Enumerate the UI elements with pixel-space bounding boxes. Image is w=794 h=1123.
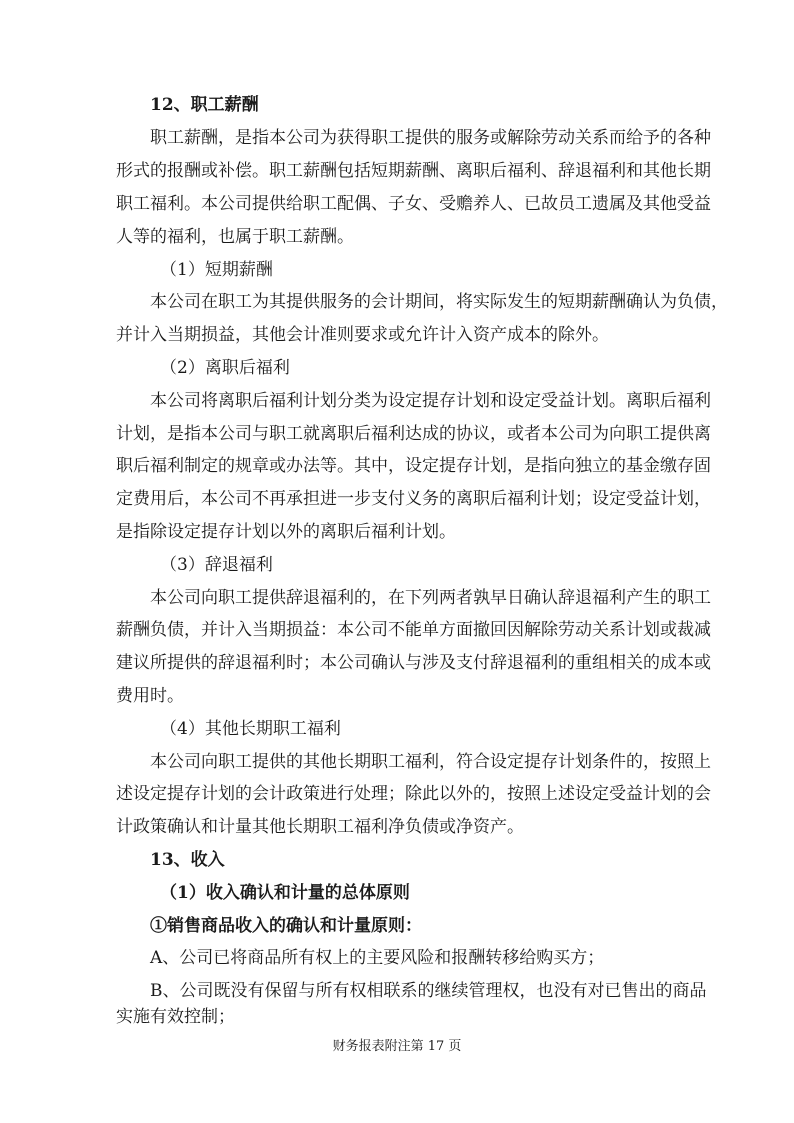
subheading-termination-benefits: （3）辞退福利 — [160, 555, 273, 575]
list-item-b: B、公司既没有保留与所有权相联系的继续管理权，也没有对已售出的商品 — [150, 981, 707, 1001]
subheading-other-long-term-benefits: （4）其他长期职工福利 — [160, 719, 341, 739]
section-heading-revenue: 13、收入 — [150, 850, 225, 870]
subheading-post-employment-benefits: （2）离职后福利 — [160, 358, 290, 378]
paragraph-line: 薪酬负债，并计入当期损益：本公司不能单方面撤回因解除劳动关系计划或裁减 — [116, 620, 711, 640]
paragraph-line: 述设定提存计划的会计政策进行处理；除此以外的，按照上述设定受益计划的会 — [116, 784, 711, 804]
page-footer: 财务报表附注第 17 页 — [332, 1039, 462, 1054]
paragraph-line: 职后福利制定的规章或办法等。其中，设定提存计划，是指向独立的基金缴存固 — [116, 456, 711, 476]
paragraph-line: 职工福利。本公司提供给职工配偶、子女、受赡养人、已故员工遗属及其他受益 — [116, 194, 711, 214]
paragraph-line: 是指除设定提存计划以外的离职后福利计划。 — [116, 522, 456, 542]
paragraph-line: 建议所提供的辞退福利时；本公司确认与涉及支付辞退福利的重组相关的成本或 — [116, 653, 711, 673]
subheading-sales-revenue-principles: ①销售商品收入的确认和计量原则： — [150, 916, 422, 936]
paragraph-line: 实施有效控制； — [116, 1007, 235, 1027]
paragraph-line: 本公司向职工提供辞退福利的，在下列两者孰早日确认辞退福利产生的职工 — [150, 588, 711, 608]
paragraph-line: 本公司将离职后福利计划分类为设定提存计划和设定受益计划。离职后福利 — [150, 391, 711, 411]
paragraph-line: 计划，是指本公司与职工就离职后福利达成的协议，或者本公司为向职工提供离 — [116, 424, 711, 444]
paragraph-line: 本公司在职工为其提供服务的会计期间，将实际发生的短期薪酬确认为负债， — [150, 292, 728, 312]
paragraph-line: 并计入当期损益，其他会计准则要求或允许计入资产成本的除外。 — [116, 325, 609, 345]
paragraph-line: 职工薪酬，是指本公司为获得职工提供的服务或解除劳动关系而给予的各种 — [150, 128, 711, 148]
paragraph-line: 费用时。 — [116, 686, 184, 706]
paragraph-line: 本公司向职工提供的其他长期职工福利，符合设定提存计划条件的，按照上 — [150, 752, 711, 772]
subheading-revenue-principles: （1）收入确认和计量的总体原则 — [160, 883, 410, 903]
paragraph-line: 定费用后，本公司不再承担进一步支付义务的离职后福利计划；设定受益计划， — [116, 489, 711, 509]
paragraph-line: 人等的福利，也属于职工薪酬。 — [116, 227, 354, 247]
paragraph-line: 计政策确认和计量其他长期职工福利净负债或净资产。 — [116, 817, 524, 837]
list-item-a: A、公司已将商品所有权上的主要风险和报酬转移给购买方； — [150, 948, 605, 968]
subheading-short-term-compensation: （1）短期薪酬 — [160, 260, 273, 280]
paragraph-line: 形式的报酬或补偿。职工薪酬包括短期薪酬、离职后福利、辞退福利和其他长期 — [116, 161, 711, 181]
section-heading-employee-compensation: 12、职工薪酬 — [150, 95, 259, 115]
